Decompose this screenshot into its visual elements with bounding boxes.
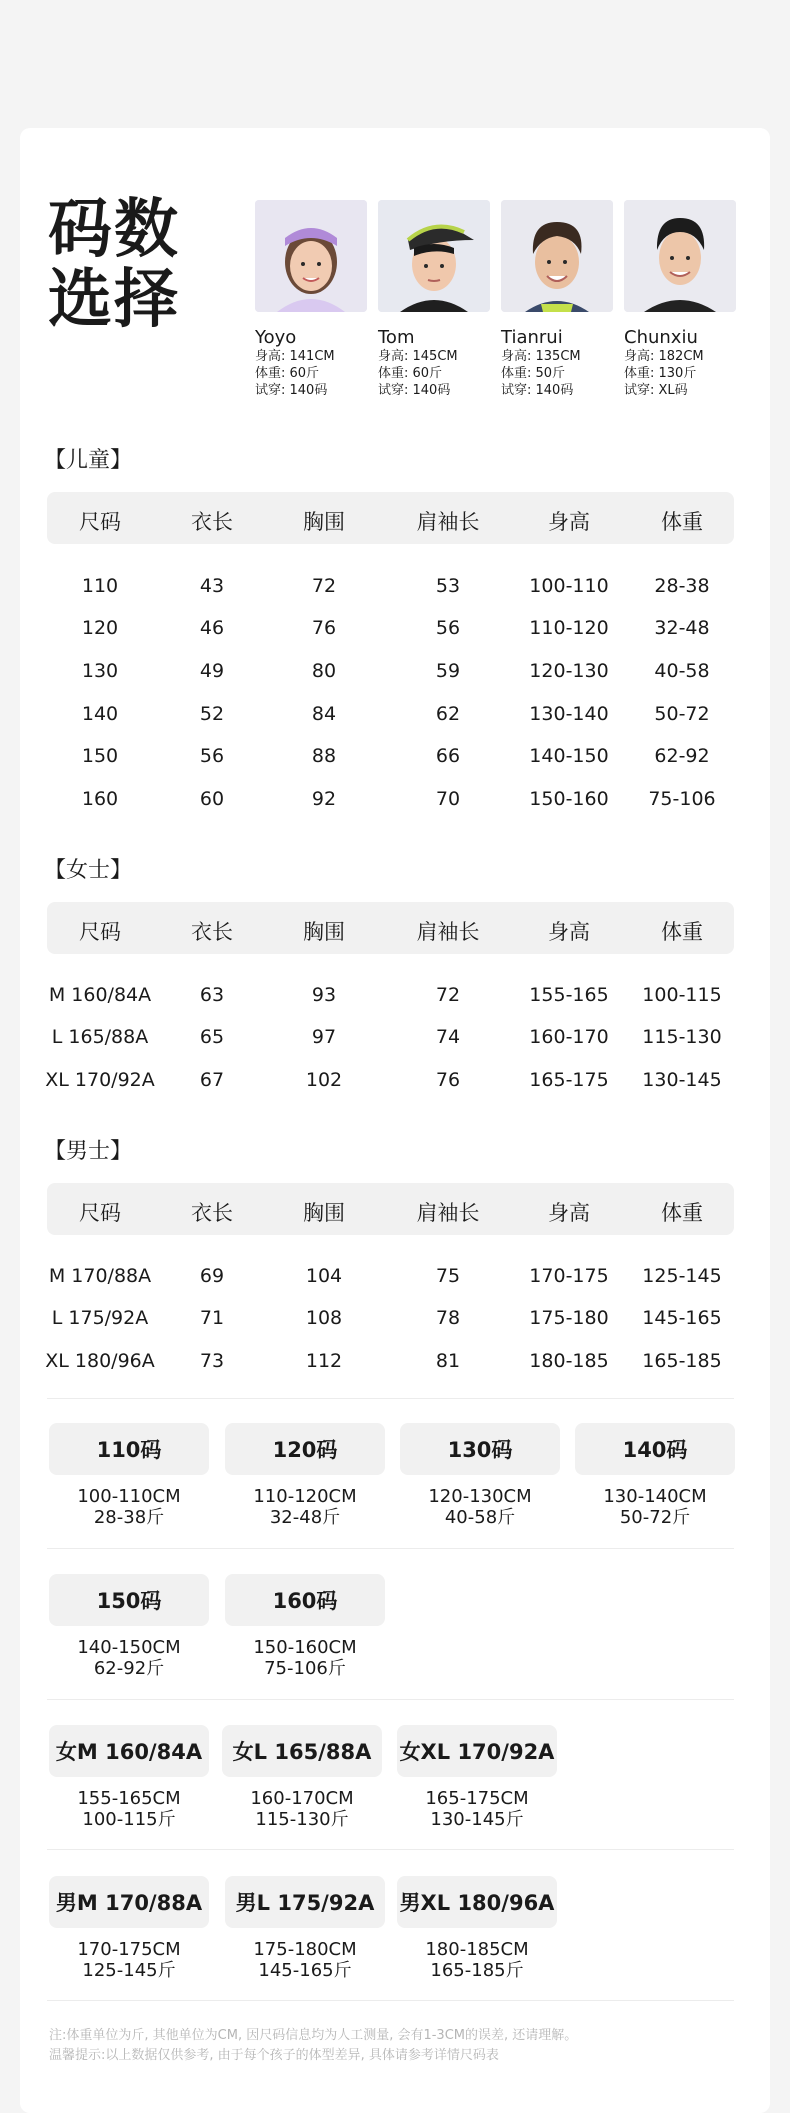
table-row [47, 1265, 734, 1295]
size-badge-height: 170-175CM [77, 1939, 181, 1960]
column-header: 尺码 [79, 1201, 121, 1225]
divider [47, 2000, 734, 2001]
model-height: 身高: 145CM [378, 349, 458, 364]
section-title-women: 【女士】 [44, 858, 133, 883]
size-badge [225, 1423, 385, 1528]
model-card-chunxiu [624, 200, 736, 399]
table-cell: 97 [311, 1026, 337, 1048]
table-cell: XL 170/92A [45, 1069, 155, 1091]
table-cell: 62-92 [654, 745, 710, 767]
size-badge-label: 女XL 170/92A [397, 1725, 557, 1777]
table-row [47, 1069, 734, 1099]
size-badge-weight: 28-38斤 [93, 1507, 165, 1528]
model-card-tianrui [501, 200, 613, 399]
size-badge-label: 160码 [225, 1574, 385, 1626]
size-badge-weight: 50-72斤 [619, 1507, 691, 1528]
size-badge-label: 110码 [49, 1423, 209, 1475]
table-cell: 120-130 [529, 660, 609, 682]
divider [47, 1548, 734, 1549]
model-card-yoyo [255, 200, 367, 399]
table-cell: 104 [305, 1265, 343, 1287]
title-line-2: 选择 [48, 263, 180, 337]
table-cell: 75-106 [648, 788, 716, 810]
table-cell: M 170/88A [48, 1265, 152, 1287]
table-cell: 50-72 [654, 703, 710, 725]
table-cell: 52 [199, 703, 225, 725]
table-cell: 56 [435, 617, 461, 639]
table-cell: 130-145 [642, 1069, 722, 1091]
table-row [47, 617, 734, 647]
table-cell: 40-58 [654, 660, 710, 682]
table-cell: L 165/88A [51, 1026, 149, 1048]
note-tip: 温馨提示:以上数据仅供参考, 由于每个孩子的体型差异, 具体请参考详情尺码表 [49, 2048, 499, 2063]
table-cell: 49 [199, 660, 225, 682]
column-header: 体重 [661, 1201, 703, 1225]
table-cell: 160 [81, 788, 119, 810]
size-badge-label: 女M 160/84A [49, 1725, 209, 1777]
title-line-1: 码数 [48, 193, 180, 267]
size-badge [397, 1876, 557, 1981]
table-cell: 46 [199, 617, 225, 639]
note-units: 注:体重单位为斤, 其他单位为CM, 因尺码信息均为人工测量, 会有1-3CM的误差, 还请理解。 [49, 2028, 578, 2043]
table-cell: 102 [305, 1069, 343, 1091]
divider [47, 1699, 734, 1700]
size-badge-label: 男M 170/88A [49, 1876, 209, 1928]
size-badge-weight: 130-145斤 [430, 1809, 524, 1830]
model-height: 身高: 141CM [255, 349, 335, 364]
section-title-kids: 【儿童】 [44, 448, 133, 473]
table-header [47, 492, 734, 544]
model-height: 身高: 135CM [501, 349, 581, 364]
column-header: 身高 [548, 510, 590, 534]
table-cell: 180-185 [529, 1350, 609, 1372]
size-badge-label: 男L 175/92A [225, 1876, 385, 1928]
column-header: 身高 [548, 920, 590, 944]
size-badge [397, 1725, 557, 1830]
size-badge-label: 男XL 180/96A [397, 1876, 557, 1928]
table-cell: 80 [311, 660, 337, 682]
section-title-men: 【男士】 [44, 1139, 133, 1164]
table-cell: 170-175 [529, 1265, 609, 1287]
size-badge [49, 1574, 209, 1679]
table-cell: 125-145 [642, 1265, 722, 1287]
table-cell: 63 [199, 984, 225, 1006]
table-row [47, 1026, 734, 1056]
size-badge-label: 130码 [400, 1423, 560, 1475]
size-badge-label: 120码 [225, 1423, 385, 1475]
size-badge-height: 120-130CM [428, 1486, 532, 1507]
size-badge [225, 1574, 385, 1679]
column-header: 肩袖长 [416, 920, 480, 944]
size-badge-label: 140码 [575, 1423, 735, 1475]
size-badge-height: 150-160CM [253, 1637, 357, 1658]
size-badge-weight: 125-145斤 [82, 1960, 176, 1981]
table-cell: 62 [435, 703, 461, 725]
table-cell: 155-165 [529, 984, 609, 1006]
model-name: Chunxiu [624, 327, 698, 348]
size-badge [400, 1423, 560, 1528]
model-card-tom [378, 200, 490, 399]
model-name: Tianrui [501, 327, 563, 348]
model-height: 身高: 182CM [624, 349, 704, 364]
table-cell: 100-115 [642, 984, 722, 1006]
model-photo [624, 200, 736, 312]
size-badge-weight: 75-106斤 [264, 1658, 346, 1679]
size-badge-height: 155-165CM [77, 1788, 181, 1809]
table-cell: 76 [435, 1069, 461, 1091]
table-cell: 70 [435, 788, 461, 810]
table-row [47, 788, 734, 818]
table-cell: 130 [81, 660, 119, 682]
model-weight: 体重: 130斤 [624, 366, 697, 381]
model-size: 试穿: 140码 [255, 383, 328, 398]
table-cell: 140 [81, 703, 119, 725]
size-badge [225, 1876, 385, 1981]
table-cell: 108 [305, 1307, 343, 1329]
table-cell: 43 [199, 575, 225, 597]
model-size: 试穿: 140码 [378, 383, 451, 398]
model-name: Yoyo [255, 327, 297, 348]
table-cell: XL 180/96A [45, 1350, 155, 1372]
table-row [47, 1350, 734, 1380]
size-badge-weight: 165-185斤 [430, 1960, 524, 1981]
table-cell: 67 [199, 1069, 225, 1091]
size-badge [49, 1725, 209, 1830]
size-badge-height: 130-140CM [603, 1486, 707, 1507]
table-cell: 145-165 [642, 1307, 722, 1329]
size-badge-label: 女L 165/88A [222, 1725, 382, 1777]
size-badge [575, 1423, 735, 1528]
size-badge-height: 140-150CM [77, 1637, 181, 1658]
model-photo [501, 200, 613, 312]
column-header: 胸围 [303, 920, 345, 944]
table-cell: 110-120 [529, 617, 609, 639]
size-badge-height: 175-180CM [253, 1939, 357, 1960]
column-header: 衣长 [191, 510, 233, 534]
model-name: Tom [378, 327, 415, 348]
column-header: 胸围 [303, 1201, 345, 1225]
table-cell: 76 [311, 617, 337, 639]
model-weight: 体重: 50斤 [501, 366, 566, 381]
table-cell: 75 [435, 1265, 461, 1287]
table-cell: 100-110 [529, 575, 609, 597]
size-badge [49, 1423, 209, 1528]
table-cell: 53 [435, 575, 461, 597]
table-cell: 81 [435, 1350, 461, 1372]
table-cell: 140-150 [529, 745, 609, 767]
table-row [47, 660, 734, 690]
column-header: 肩袖长 [416, 1201, 480, 1225]
column-header: 衣长 [191, 920, 233, 944]
table-cell: 65 [199, 1026, 225, 1048]
size-badge [222, 1725, 382, 1830]
model-weight: 体重: 60斤 [255, 366, 320, 381]
table-cell: 71 [199, 1307, 225, 1329]
column-header: 身高 [548, 1201, 590, 1225]
table-cell: 66 [435, 745, 461, 767]
table-cell: 69 [199, 1265, 225, 1287]
table-cell: 110 [81, 575, 119, 597]
column-header: 体重 [661, 510, 703, 534]
model-photo [255, 200, 367, 312]
table-cell: 165-185 [642, 1350, 722, 1372]
column-header: 衣长 [191, 1201, 233, 1225]
table-cell: 56 [199, 745, 225, 767]
size-badge-weight: 100-115斤 [82, 1809, 176, 1830]
divider [47, 1849, 734, 1850]
table-cell: 78 [435, 1307, 461, 1329]
table-row [47, 984, 734, 1014]
table-cell: 92 [311, 788, 337, 810]
size-badge-height: 165-175CM [425, 1788, 529, 1809]
size-badge-height: 180-185CM [425, 1939, 529, 1960]
table-cell: 93 [311, 984, 337, 1006]
table-row [47, 703, 734, 733]
table-row [47, 745, 734, 775]
table-cell: 60 [199, 788, 225, 810]
size-badge-weight: 145-165斤 [258, 1960, 352, 1981]
size-badge-height: 160-170CM [250, 1788, 354, 1809]
size-badge-height: 100-110CM [77, 1486, 181, 1507]
table-row [47, 1307, 734, 1337]
column-header: 尺码 [79, 510, 121, 534]
size-badge-label: 150码 [49, 1574, 209, 1626]
table-cell: 150-160 [529, 788, 609, 810]
page-title [48, 195, 180, 335]
size-badge-weight: 115-130斤 [255, 1809, 349, 1830]
table-cell: 73 [199, 1350, 225, 1372]
size-badge-weight: 32-48斤 [269, 1507, 341, 1528]
size-badge-height: 110-120CM [253, 1486, 357, 1507]
table-cell: 74 [435, 1026, 461, 1048]
table-cell: 160-170 [529, 1026, 609, 1048]
table-cell: 112 [305, 1350, 343, 1372]
table-cell: 175-180 [529, 1307, 609, 1329]
column-header: 体重 [661, 920, 703, 944]
table-cell: 150 [81, 745, 119, 767]
size-badge [49, 1876, 209, 1981]
column-header: 尺码 [79, 920, 121, 944]
table-cell: 84 [311, 703, 337, 725]
table-cell: L 175/92A [51, 1307, 149, 1329]
model-weight: 体重: 60斤 [378, 366, 443, 381]
table-cell: 72 [435, 984, 461, 1006]
column-header: 肩袖长 [416, 510, 480, 534]
table-cell: 72 [311, 575, 337, 597]
table-cell: 115-130 [642, 1026, 722, 1048]
table-cell: 59 [435, 660, 461, 682]
column-header: 胸围 [303, 510, 345, 534]
table-cell: 88 [311, 745, 337, 767]
table-header [47, 1183, 734, 1235]
table-cell: M 160/84A [48, 984, 152, 1006]
table-cell: 165-175 [529, 1069, 609, 1091]
model-size: 试穿: XL码 [624, 383, 688, 398]
table-row [47, 575, 734, 605]
size-badge-weight: 40-58斤 [444, 1507, 516, 1528]
table-cell: 130-140 [529, 703, 609, 725]
table-header [47, 902, 734, 954]
size-badge-weight: 62-92斤 [93, 1658, 165, 1679]
table-cell: 120 [81, 617, 119, 639]
model-photo [378, 200, 490, 312]
divider [47, 1398, 734, 1399]
model-size: 试穿: 140码 [501, 383, 574, 398]
table-cell: 32-48 [654, 617, 710, 639]
table-cell: 28-38 [654, 575, 710, 597]
